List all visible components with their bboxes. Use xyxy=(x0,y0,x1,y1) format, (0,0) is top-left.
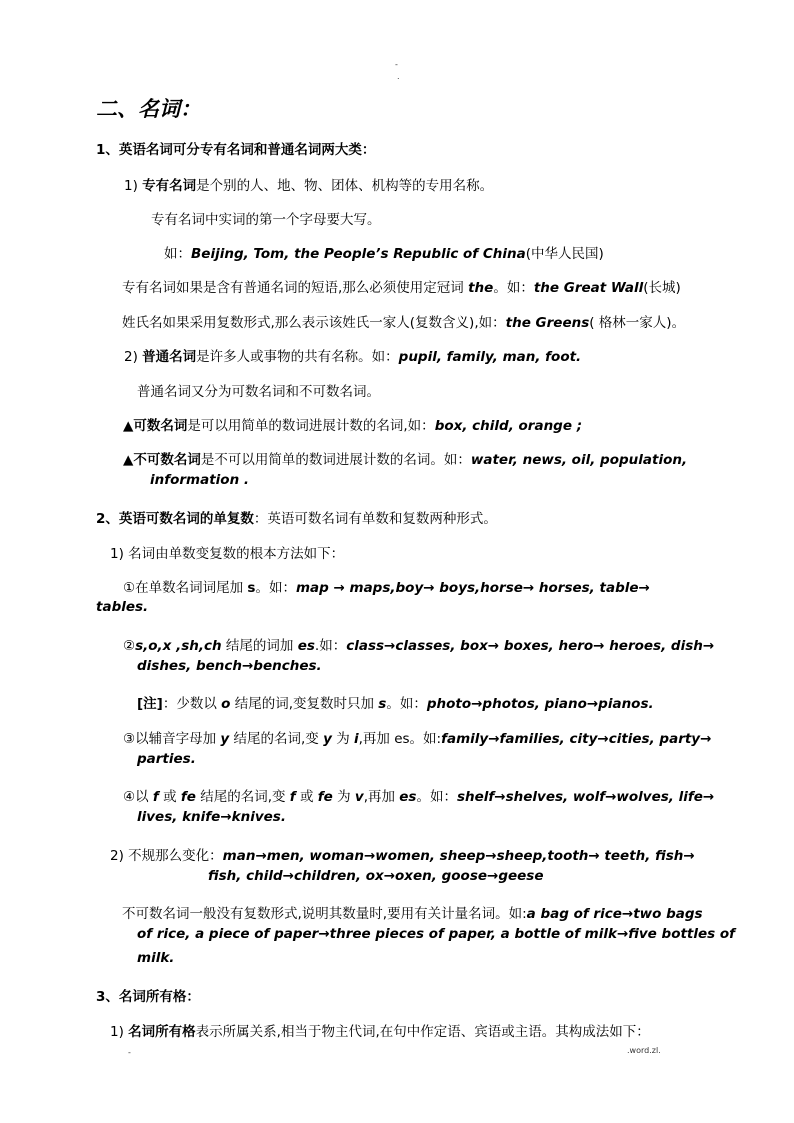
section-1-heading: 1、英语名词可分专有名词和普通名词两大类： xyxy=(96,142,376,158)
footer-left-mark: - xyxy=(128,1048,131,1057)
header-mark-2: . xyxy=(397,72,400,81)
proper-noun-surname-rule: 姓氏名如果采用复数形式,那么表示该姓氏一家人(复数含义),如：the Greens( 格林一家人)。 xyxy=(122,315,686,331)
common-noun-definition: 2) 普通名词是许多人或事物的共有名称。如：pupil, family, man, foot. xyxy=(124,349,582,365)
plural-rule-3: ③以辅音字母加 y 结尾的名词,变 y 为 i,再加 es。如:family→families, city→cities, party→ xyxy=(123,731,712,747)
triangle-bullet-icon: ▲ xyxy=(123,418,134,434)
uncountable-noun-example-cont: information . xyxy=(150,472,250,488)
uncountable-measure-cont-2: milk. xyxy=(137,950,175,966)
proper-noun-definition: 1) 专有名词是个别的人、地、物、团体、机构等的专用名称。 xyxy=(124,178,494,194)
plural-rule-4: ④以 f 或 fe 结尾的名词,变 f 或 fe 为 v,再加 es。如：shelf→shelves, wolf→wolves, life→ xyxy=(123,789,715,805)
plural-rules-intro: 1) 名词由单数变复数的根本方法如下： xyxy=(110,546,345,562)
proper-noun-example: 如：Beijing, Tom, the People’s Republic of China(中华人民国) xyxy=(164,246,604,262)
plural-rule-2-cont: dishes, bench→benches. xyxy=(137,658,322,674)
plural-rule-2: ②s,o,x ,sh,ch 结尾的词加 es.如：class→classes, box→ boxes, hero→ heroes, dish→ xyxy=(123,638,715,654)
plural-rule-1-cont: tables. xyxy=(96,599,149,615)
plural-rule-3-cont: parties. xyxy=(137,751,196,767)
irregular-plurals-cont: fish, child→children, ox→oxen, goose→geese xyxy=(208,868,544,884)
plural-rule-note: [注]：少数以 o 结尾的词,变复数时只加 s。如：photo→photos, piano→pianos. xyxy=(137,696,654,712)
page-title: 二、名词： xyxy=(96,97,201,121)
uncountable-measure-cont: of rice, a piece of paper→three pieces of paper, a bottle of milk→five bottles of xyxy=(137,926,736,942)
common-noun-split: 普通名词又分为可数名词和不可数名词。 xyxy=(137,384,380,400)
countable-noun-item: ▲可数名词是可以用简单的数词进展计数的名词,如：box, child, orange ; xyxy=(123,418,583,434)
irregular-plurals: 2) 不规那么变化：man→men, woman→women, sheep→sheep,tooth→ teeth, fish→ xyxy=(110,848,695,864)
plural-rule-1: ①在单数名词词尾加 s。如：map → maps,boy→ boys,horse→ horses, table→ xyxy=(123,580,650,596)
section-2-heading: 2、英语可数名词的单复数：英语可数名词有单数和复数两种形式。 xyxy=(96,511,497,527)
proper-noun-the-rule: 专有名词如果是含有普通名词的短语,那么必须使用定冠词 the。如：the Great Wall(长城) xyxy=(122,280,681,296)
possessive-definition: 1) 名词所有格表示所属关系,相当于物主代词,在句中作定语、宾语或主语。其构成法如下： xyxy=(110,1024,650,1040)
section-3-heading: 3、名词所有格： xyxy=(96,989,200,1005)
uncountable-noun-item: ▲不可数名词是不可以用简单的数词进展计数的名词。如：water, news, oil, population, xyxy=(123,452,688,468)
footer-right-mark: .word.zl. xyxy=(627,1046,661,1055)
proper-noun-capital-rule: 专有名词中实词的第一个字母要大写。 xyxy=(151,212,381,228)
plural-rule-4-cont: lives, knife→knives. xyxy=(137,809,286,825)
header-mark: - xyxy=(395,60,398,69)
uncountable-measure: 不可数名词一般没有复数形式,说明其数量时,要用有关计量名词。如:a bag of rice→two bags xyxy=(122,906,703,922)
triangle-bullet-icon: ▲ xyxy=(123,452,134,468)
